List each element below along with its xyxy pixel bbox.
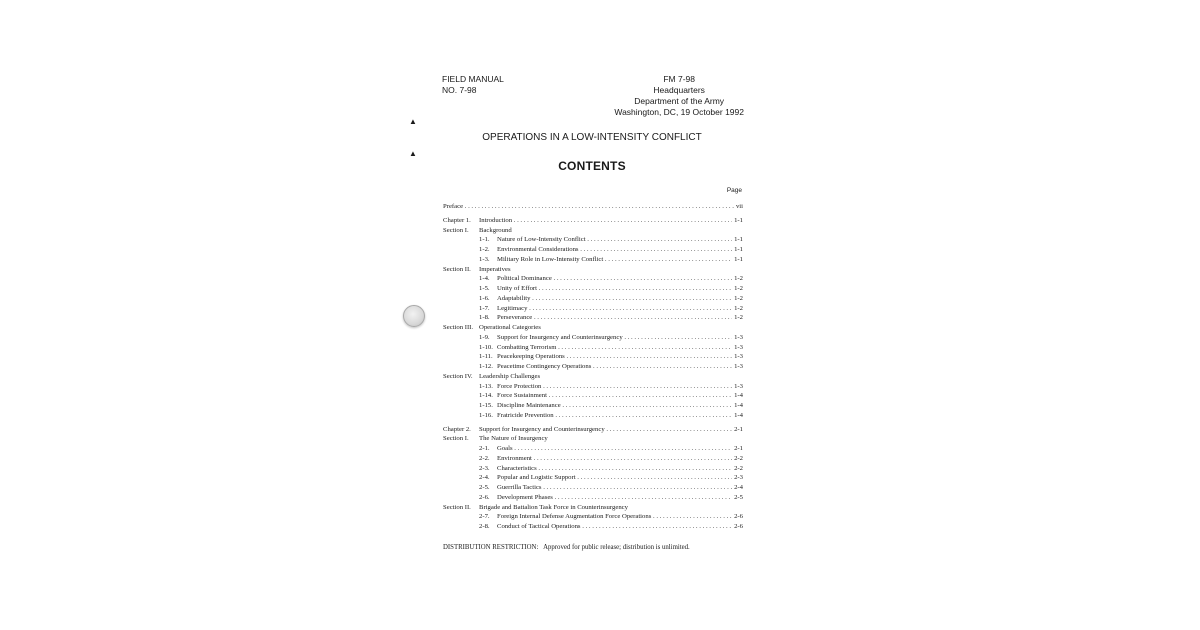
page-number: 1-1 xyxy=(734,216,743,224)
page-number: 2-1 xyxy=(734,445,743,452)
item-title: Foreign Internal Defense Augmentation Force Operations . . . xyxy=(497,512,732,522)
distribution-text: Approved for public release; distribution is unlimited. xyxy=(543,544,690,551)
distribution-restriction xyxy=(443,544,690,551)
page-number: 1-3 xyxy=(734,382,743,390)
document-title: OPERATIONS IN A LOW-INTENSITY CONFLICT xyxy=(482,132,702,143)
distribution-label: DISTRIBUTION RESTRICTION: xyxy=(443,544,539,551)
item-title: Environment . . . xyxy=(497,454,732,464)
toc-item[interactable] xyxy=(443,235,743,245)
item-title: Peacekeeping Operations . . . xyxy=(497,352,732,362)
toc-item[interactable] xyxy=(443,294,743,304)
item-title: Military Role in Low-Intensity Conflict . . . xyxy=(497,255,732,265)
fm-code: FM 7-98 xyxy=(663,74,696,84)
toc-section[interactable] xyxy=(443,434,743,444)
item-number: 1-14. xyxy=(479,392,493,400)
page-number: 2-5 xyxy=(734,493,743,501)
item-title: Discipline Maintenance . . . xyxy=(497,401,732,411)
page-number: 1-3 xyxy=(734,353,743,361)
item-number: 1-12. xyxy=(479,363,493,370)
toc-item[interactable] xyxy=(443,382,743,392)
item-title: Force Sustainment . . . xyxy=(497,391,732,401)
item-title: Adaptability . . . xyxy=(497,294,732,304)
chapter-label: Chapter 1. xyxy=(443,216,471,224)
page-number: 1-1 xyxy=(734,246,743,253)
item-title: Characteristics . . . xyxy=(497,464,732,474)
page-number: 1-2 xyxy=(734,294,743,302)
page-number: 1-3 xyxy=(734,333,743,341)
toc-item[interactable] xyxy=(443,333,743,343)
item-title: Popular and Logistic Support . . . xyxy=(497,473,732,483)
item-number: 1-16. xyxy=(479,411,493,419)
toc-item[interactable] xyxy=(443,343,743,353)
item-number: 1-11. xyxy=(479,353,493,361)
item-number: 1-8. xyxy=(479,314,490,322)
scan-mark: ▲ xyxy=(409,149,417,158)
item-number: 1-9. xyxy=(479,333,490,341)
page-number: 2-1 xyxy=(734,425,743,433)
item-number: 2-8. xyxy=(479,523,490,530)
section-label: Section I. xyxy=(443,435,469,443)
page-number: 1-1 xyxy=(734,255,743,263)
section-title: Background xyxy=(479,226,512,234)
section-label: Section II. xyxy=(443,503,471,511)
page-number: 1-3 xyxy=(734,363,743,370)
page-number: 2-6 xyxy=(734,523,743,530)
page-number: 1-2 xyxy=(734,285,743,292)
toc-item[interactable] xyxy=(443,362,743,372)
item-title: Peacetime Contingency Operations . . . xyxy=(497,362,732,372)
page-number: 1-4 xyxy=(734,392,743,400)
section-label: Section I. xyxy=(443,226,469,234)
item-number: 1-4. xyxy=(479,275,490,283)
item-title: Nature of Low-Intensity Conflict . . . xyxy=(497,235,732,245)
page-number: 2-2 xyxy=(734,464,743,472)
page-number: 1-2 xyxy=(734,275,743,283)
item-number: 2-2. xyxy=(479,454,490,462)
chapter-title: Support for Insurgency and Counterinsurgency . . . xyxy=(479,425,732,435)
toc-item[interactable] xyxy=(443,391,743,401)
item-title: Support for Insurgency and Counterinsurgency . . . xyxy=(497,333,732,343)
toc-chapter[interactable] xyxy=(443,425,743,435)
hole-punch-icon xyxy=(403,305,425,327)
item-number: 2-6. xyxy=(479,493,490,501)
table-of-contents xyxy=(443,202,743,532)
headquarters-label: Headquarters xyxy=(653,85,705,95)
toc-section[interactable] xyxy=(443,226,743,236)
page-number: 2-3 xyxy=(734,474,743,482)
toc-item[interactable] xyxy=(443,493,743,503)
toc-section[interactable] xyxy=(443,323,743,333)
page-number: 2-4 xyxy=(734,484,743,491)
page-number: vii xyxy=(735,203,743,210)
item-number: 2-5. xyxy=(479,484,490,491)
toc-item[interactable] xyxy=(443,454,743,464)
toc-item[interactable] xyxy=(443,401,743,411)
publisher-block xyxy=(614,74,744,118)
publication-date: Washington, DC, 19 October 1992 xyxy=(614,107,744,117)
page-number: 1-3 xyxy=(734,343,743,351)
item-number: 1-3. xyxy=(479,255,490,263)
toc-section[interactable] xyxy=(443,265,743,275)
toc-item[interactable] xyxy=(443,304,743,314)
item-title: Political Dominance . . . xyxy=(497,274,732,284)
item-title: Perseverance . . . xyxy=(497,313,732,323)
toc-item[interactable] xyxy=(443,512,743,522)
item-title: Fratricide Prevention . . . xyxy=(497,411,732,421)
toc-item[interactable] xyxy=(443,411,743,421)
item-title: Combatting Terrorism . . . xyxy=(497,343,732,353)
toc-item[interactable] xyxy=(443,274,743,284)
item-title: Environmental Considerations . . . xyxy=(497,245,732,255)
section-label: Section IV. xyxy=(443,372,473,380)
item-title: Force Protection . . . xyxy=(497,382,732,392)
item-number: 2-1. xyxy=(479,445,490,452)
item-number: 1-13. xyxy=(479,382,493,390)
item-number: 2-3. xyxy=(479,464,490,472)
item-number: 2-7. xyxy=(479,513,490,521)
page-number: 1-4 xyxy=(734,411,743,419)
field-manual-label: FIELD MANUAL xyxy=(442,74,504,84)
item-title: Unity of Effort . . . xyxy=(497,284,732,294)
toc-item[interactable] xyxy=(443,313,743,323)
field-manual-number: NO. 7-98 xyxy=(442,85,477,95)
page-column-label: Page xyxy=(726,187,742,194)
toc-item[interactable] xyxy=(443,483,743,493)
item-title: Conduct of Tactical Operations . . . xyxy=(497,522,732,532)
item-number: 1-10. xyxy=(479,343,493,351)
section-label: Section II. xyxy=(443,265,471,273)
page-number: 1-2 xyxy=(734,314,743,322)
page-number: 2-6 xyxy=(734,513,743,521)
chapter-label: Chapter 2. xyxy=(443,425,471,433)
section-title: Leadership Challenges xyxy=(479,372,541,380)
item-title: Guerrilla Tactics . . . xyxy=(497,483,732,493)
toc-item[interactable] xyxy=(443,352,743,362)
scan-mark: ▲ xyxy=(409,117,417,126)
toc-section[interactable] xyxy=(443,372,743,382)
toc-item[interactable] xyxy=(443,473,743,483)
item-number: 1-2. xyxy=(479,246,490,253)
page-number: 1-4 xyxy=(734,402,743,409)
toc-item[interactable] xyxy=(443,464,743,474)
item-number: 1-6. xyxy=(479,294,490,302)
section-title: The Nature of Insurgency xyxy=(479,435,548,443)
toc-item[interactable] xyxy=(443,255,743,265)
toc-preface[interactable] xyxy=(443,202,743,212)
section-label: Section III. xyxy=(443,324,474,331)
toc-item[interactable] xyxy=(443,522,743,532)
field-manual-id xyxy=(442,74,504,96)
item-number: 1-1. xyxy=(479,236,490,244)
item-title: Development Phases . . . xyxy=(497,493,732,503)
toc-item[interactable] xyxy=(443,284,743,294)
page-number: 1-1 xyxy=(734,236,743,244)
toc-item[interactable] xyxy=(443,245,743,255)
section-title: Brigade and Battalion Task Force in Counterinsurgency xyxy=(479,503,628,511)
toc-item[interactable] xyxy=(443,444,743,454)
chapter-title: Introduction . . . xyxy=(479,216,732,226)
item-title: Legitimacy . . . xyxy=(497,304,732,314)
item-title: Goals . . . xyxy=(497,444,732,454)
page-number: 2-2 xyxy=(734,454,743,462)
contents-heading: CONTENTS xyxy=(558,159,626,173)
item-number: 1-15. xyxy=(479,402,493,409)
section-title: Operational Categories xyxy=(479,324,541,331)
section-title: Imperatives xyxy=(479,265,511,273)
item-number: 1-5. xyxy=(479,285,490,292)
department-label: Department of the Army xyxy=(634,96,725,106)
toc-section[interactable] xyxy=(443,503,743,513)
toc-chapter[interactable] xyxy=(443,216,743,226)
item-number: 1-7. xyxy=(479,304,490,312)
page-number: 1-2 xyxy=(734,304,743,312)
item-number: 2-4. xyxy=(479,474,490,482)
preface-label: Preface . . . xyxy=(443,202,734,212)
